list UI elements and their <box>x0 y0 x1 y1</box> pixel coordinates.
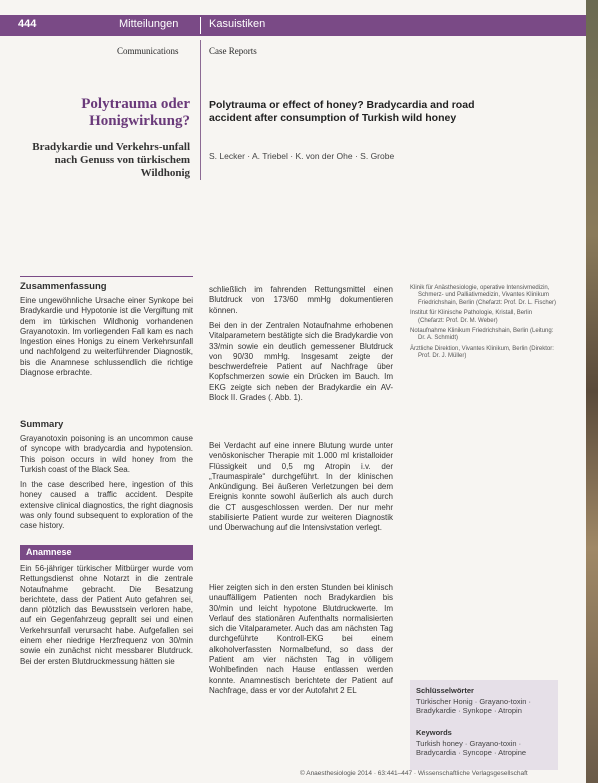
page-footer: © Anaesthesiologie 2014 · 63:441–447 · Wissenschaftliche Verlagsgesellschaft <box>300 770 528 777</box>
section-label-en: Kasuistiken <box>209 18 266 30</box>
keywords-de-text: Türkischer Honig · Grayano-toxin · Bradykardie · Synkope · Atropin <box>416 697 532 715</box>
summary-text-2: In the case described here, ingestion of this honey caused a traffic accident. Despite extensive clinical diagnostics, the right diagnosis was only found subsequent to exploration of the case history. <box>20 480 193 531</box>
middle-paragraph-4: Hier zeigten sich in den ersten Stunden bei klinisch unauffälligem Patienten noch Bradykardien bis 30/min und leicht hypotone Blutdruckwerte. Im Verlauf des stationären Aufenthalts normalisierten sich die Vitalparameter. Auch das am nächsten Tag durchgeführte Kontroll-EKG bei einem alkoholverfassten Normalbefund, so dass der Patient am vier nächsten Tag in völligem Wohlbefinden nach Hause entlassen werden konnte. Anamnestisch berichtete der Patient auf Nachfrage, dass er vor der Autofahrt 2 EL <box>209 583 393 695</box>
middle-paragraph-3: Bei Verdacht auf eine innere Blutung wurde unter venöskonischer Therapie mit 1.000 ml kristalloider Flüssigkeit und 0,5 mg Atropin i.v. der „Traumaspirale“ durchgeführt. In der klinischen Ankündigung. Bei äußeren Verletzungen bei dem Ereignis konnte sowohl äußerlich als auch durch die CT ausgeschlossen werden. Der nur mehr stabilisierte Patient wurde zur weiteren Diagnostik und Überwachung auf die Intensivstation verlegt. <box>209 441 393 533</box>
page-edge-photo <box>586 0 598 783</box>
affiliation-footnotes <box>410 285 558 364</box>
title-en: Polytrauma or effect of honey? Bradycardia and road accident after consumption of Turkish wild honey <box>209 99 475 124</box>
anamnese-heading: Anamnese <box>26 547 72 557</box>
keywords-en-text: Turkish honey · Grayano-toxin · Bradycardia · Syncope · Atropine <box>416 739 527 757</box>
zusammenfassung-text: Eine ungewöhnliche Ursache einer Synkope bei Bradykardie und Hypotonie ist die Vergiftung mit dem im türkischen Wildhonig vorhandenen Grayanotoxin. Im vorliegenden Fall kam es nach Ingestion eines Honigs zu einem Verkehrsunfall und nachfolgend zu weiterführender Diagnostik, bis die Anamnese schlussendlich die richtige Diagnose erbrachte. <box>20 296 193 378</box>
middle-paragraph-1: schließlich im fahrenden Rettungsmittel einen Blutdruck von 173/60 mmHg dokumentieren können. <box>209 285 393 315</box>
authors: S. Lecker · A. Triebel · K. von der Ohe · S. Grobe <box>209 151 395 161</box>
subtitle-de: Bradykardie und Verkehrs-unfall nach Genuss von türkischem Wildhonig <box>32 141 190 179</box>
keywords-en-heading: Keywords <box>416 728 452 737</box>
summary-heading: Summary <box>20 419 64 430</box>
subheader-right: Case Reports <box>209 46 257 56</box>
section-label-de: Mitteilungen <box>119 18 179 30</box>
section-rule <box>20 276 193 277</box>
footnote-item: Notaufnahme Klinikum Friedrichshain, Berlin (Leitung: Dr. A. Schmidt) <box>410 328 554 342</box>
header-bar <box>0 15 586 36</box>
header-divider <box>200 17 201 34</box>
footnote-item: Ärztliche Direktion, Vivantes Klinikum, Berlin (Direktor: Prof. Dr. J. Müller) <box>410 345 554 360</box>
column-divider <box>200 40 201 180</box>
anamnese-text: Ein 56-jähriger türkischer Mitbürger wurde vom Rettungsdienst ohne Notarzt in die zentrale Notaufnahme gebracht. Die Besatzung berichtete, dass der Patient Auto gefahren sei, dann plötzlich das Bewusstsein verloren habe, auf ein Gegenfahrzeug geprallt sei und einen Verkehrsunfall verursacht habe. Aufgefallen sei einem eher niedrige Herzfrequenz von 30/min sowie ein zunächst nicht messbarer Blutdruck. Bei der ersten Blutdruckmessung hätten sie <box>20 564 193 666</box>
summary-text-1: Grayanotoxin poisoning is an uncommon cause of syncope with bradycardia and hypotension. This poison occurs in wild honey from the Turkish coast of the Black Sea. <box>20 434 193 474</box>
keywords-box <box>410 680 558 770</box>
zusammenfassung-heading: Zusammenfassung <box>20 281 107 292</box>
page-number: 444 <box>18 18 37 30</box>
middle-paragraph-2: Bei den in der Zentralen Notaufnahme erhobenen Vitalparametern bestätigte sich die Bradykardie von 33/min sowie ein deutlich gemessener Blutdruck von 90/30 mmHg. Insgesamt zeigte der beschwerdefreie Patient auf Nachfrage über Kopfschmerzen sowie ein Drücken im Bauch. Im EKG zeigte sich neben der Bradykardie ein AV-Block II. Grades (. Abb. 1). <box>209 321 393 403</box>
subheader-left: Communications <box>117 46 179 56</box>
keywords-de-heading: Schlüsselwörter <box>416 686 474 695</box>
footnote-item: Institut für Klinische Pathologie, Kristall, Berlin (Chefarzt: Prof. Dr. M. Weber) <box>410 310 533 324</box>
anamnese-heading-bar <box>20 545 193 560</box>
title-de: Polytrauma oder Honigwirkung? <box>81 96 190 129</box>
footnote-item: Klinik für Anästhesiologie, operative Intensivmedizin, Schmerz- und Palliativmedizin, Vivantes Klinikum Friedrichshain, Berlin (Chefarzt: Prof. Dr. L. Fischer) <box>410 285 557 306</box>
